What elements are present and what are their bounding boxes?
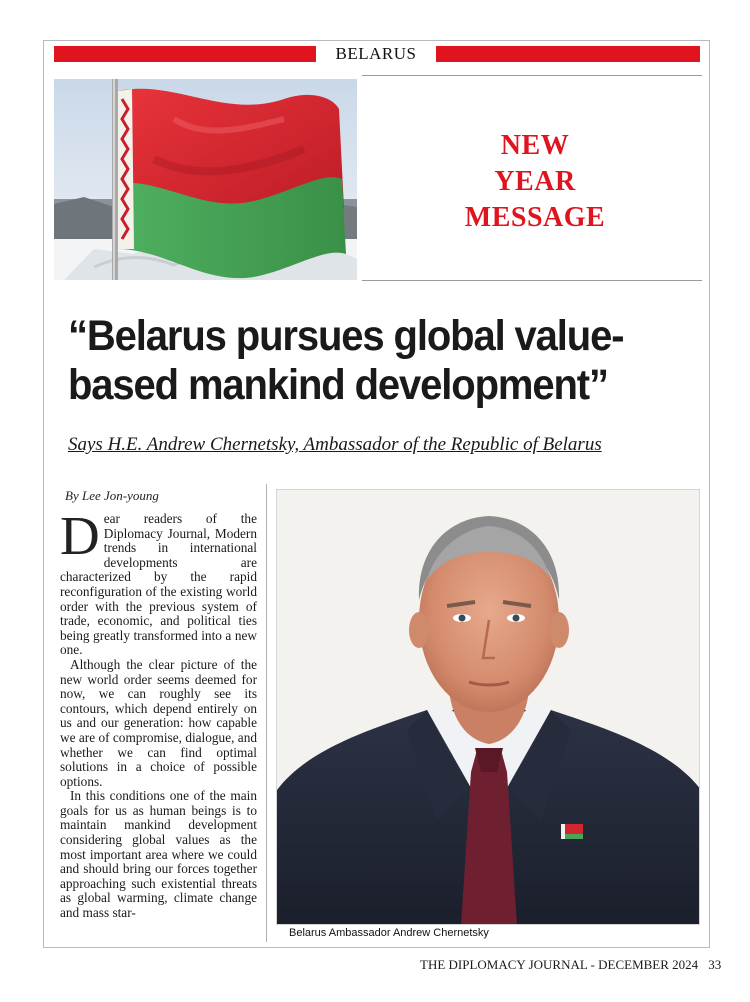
section-label: BELARUS: [335, 44, 417, 63]
paragraph-3: In this conditions one of the main goals for us as human beings is to maintain mankind development considering global values as the most important area where we could and should bring our forces together approaching such existential threats as global warming, climate change and mass star-: [60, 788, 257, 921]
banner-line-1: NEW: [500, 130, 570, 161]
paragraph-1-text: ear readers of the Diplomacy Journal, Modern trends in international developments are characterized by the rapid reconfiguration of the existing world order with the previous system of trade, economic, and political ties being greatly transformed into a new one.: [60, 511, 257, 658]
portrait-illustration: [277, 490, 700, 925]
article-subheadline: Says H.E. Andrew Chernetsky, Ambassador of the Republic of Belarus: [68, 434, 602, 455]
banner-rule-bottom: [362, 280, 702, 281]
section-bar-right: [436, 46, 700, 62]
article-body: [60, 505, 257, 921]
banner-line-3: MESSAGE: [464, 202, 606, 233]
paragraph-2: Although the clear picture of the new world order seems deemed for now, we can roughly see its contours, which depend entirely on us and our generation: how capable we are of compromise, dialogue, and whether we can find optimal solutions in a choice of possible options.: [60, 656, 257, 789]
drop-cap: D: [60, 505, 100, 566]
headline-line-2: based mankind development”: [68, 361, 608, 409]
page-number: 33: [708, 957, 722, 972]
ambassador-portrait-photo: [276, 489, 700, 925]
banner-line-2: YEAR: [494, 166, 576, 197]
article-headline: [68, 312, 654, 410]
byline: By Lee Jon-young: [65, 488, 159, 503]
photo-caption: Belarus Ambassador Andrew Chernetsky: [289, 927, 489, 939]
footer-publication: THE DIPLOMACY JOURNAL - DECEMBER 2024: [420, 957, 699, 972]
section-bar-left: [54, 46, 316, 62]
flag-photo-illustration: [54, 79, 357, 280]
new-year-message-banner: [430, 128, 640, 236]
headline-line-1: “Belarus pursues global value-: [68, 312, 624, 360]
banner-rule-top: [362, 75, 702, 76]
belarus-flag-photo: [54, 79, 357, 280]
column-divider: [266, 484, 267, 942]
paragraph-1: [60, 505, 257, 658]
page-footer: [420, 957, 721, 973]
